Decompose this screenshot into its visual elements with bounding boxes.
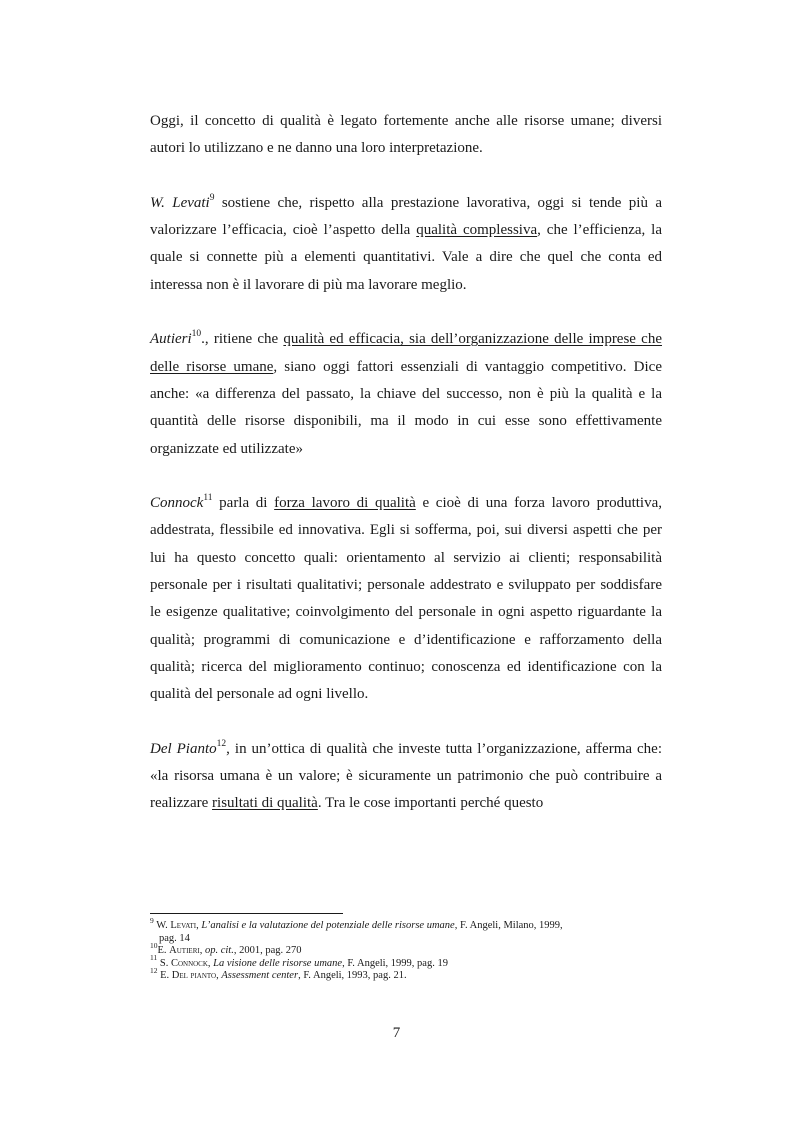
footnote-9: $^9$ W. Levati, L’analisi e la valutazione del potenziale delle risorse umane, F. Angeli, Milano, 1999, pag. 14 [150,915,563,944]
footnote-ref[interactable]: 9 [209,192,215,203]
page-number: 7 [392,1025,401,1041]
underlined-phrase: risultati di qualità [212,795,318,812]
underlined-phrase: qualità ed efficacia, sia dell’organizzazione delle imprese che delle risorse umane [150,331,662,375]
paragraph-del-pianto: Del Pianto$^{12}$, in un’ottica di qualità che investe tutta l’organizzazione, afferma che: «la risorsa umana è un valore; è sicuramente un patrimonio che può contribuire a realizzare risultati di qualità. Tra le cose importanti perché questo [150,738,663,812]
footnote-ref[interactable]: 11 [203,493,213,504]
footnote-10: $^{10}$E. Autieri, op. cit., 2001, pag. 270 [150,940,302,956]
author-name: W. Levati [150,194,210,211]
author-name: Del Pianto [150,740,217,757]
underlined-phrase: qualità complessiva [416,222,538,239]
footnotes [150,915,662,983]
footnote-ref[interactable]: 12 [216,738,227,749]
footnote-ref[interactable]: 10 [191,329,202,340]
paragraph-intro: Oggi, il concetto di qualità è legato fortemente anche alle risorse umane; diversi autori lo utilizzano e ne danno una loro interpretazione. [150,113,662,157]
paragraph-autieri: Autieri$^{10}$., ritiene che qualità ed efficacia, sia dell’organizzazione delle imprese che delle risorse umane, siano oggi fattori essenziali di vantaggio competitivo. Dice anche: «a differenza del passato, la chiave del successo, non è più la qualità e la quantità delle risorse disponibili, ma il modo in cui esse sono effettivamente organizzate ed utilizzate» [150,329,663,457]
footnote-12: $^{12}$ E. Del pianto, Assessment center, F. Angeli, 1993, pag. 21. [150,965,407,981]
paragraph-connock: Connock$^{11}$ parla di forza lavoro di qualità e cioè di una forza lavoro produttiva, addestrata, flessibile ed innovativa. Egli si sofferma, poi, sui diversi aspetti che per lui ha questo concetto quali: orientamento al servizio ai clienti; responsabilità personale per i risultati qualitativi; personale addestrato e sviluppato per soddisfare le esigenze qualitative; coinvolgimento del personale in ogni aspetto riguardante la qualità; programmi di comunicazione e d’identificazione e rafforzamento della qualità; ricerca del miglioramento continuo; conoscenza ed identificazione con la qualità del personale ad ogni livello. [150,493,662,703]
author-name: Connock [150,495,204,512]
footnote-divider [150,913,343,914]
author-name: Autieri [150,331,192,348]
footnote-11: $^{11}$ S. Connock, La visione delle risorse umane, F. Angeli, 1999, pag. 19 [150,953,448,969]
paragraph-levati: W. Levati$^9$ sostiene che, rispetto alla prestazione lavorativa, oggi si tende più a valorizzare l’efficacia, cioè l’aspetto della qualità complessiva, che l’efficienza, la quale si connette più a elementi quantitativi. Vale a dire che quel che conta ed interessa non è il lavorare di più ma lavorare meglio. [150,192,663,293]
underlined-phrase: forza lavoro di qualità [274,495,416,512]
body-text [150,108,662,818]
